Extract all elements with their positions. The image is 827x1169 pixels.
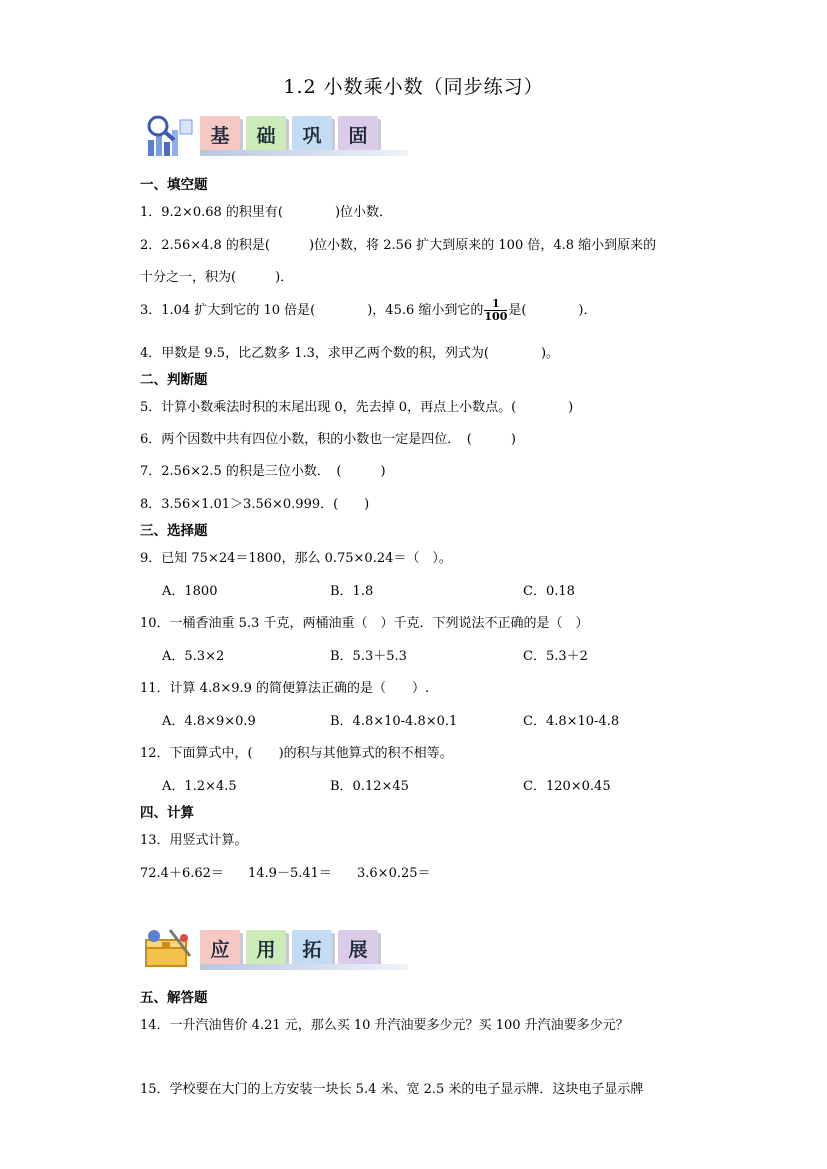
question-1: 1．9.2×0.68 的积里有( )位小数． bbox=[140, 205, 393, 220]
question-7: 7．2.56×2.5 的积是三位小数． ( ) bbox=[140, 464, 386, 479]
banner-underline bbox=[200, 964, 408, 970]
calculation-item: 72.4＋6.62＝ bbox=[140, 866, 224, 881]
question-9: 9．已知 75×24＝1800，那么 0.75×0.24＝（ ）。 bbox=[140, 551, 452, 566]
section-heading: 一、填空题 bbox=[140, 177, 208, 193]
option-b: B．5.3＋5.3 bbox=[330, 649, 407, 664]
option-b: B．1.8 bbox=[330, 584, 374, 599]
option-c: C．0.18 bbox=[523, 584, 575, 599]
question-11: 11．计算 4.8×9.9 的简便算法正确的是（ ）. bbox=[140, 681, 430, 696]
question-5: 5．计算小数乘法时积的末尾出现 0，先去掉 0，再点上小数点。( ) bbox=[140, 400, 574, 415]
fraction-numerator: 1 bbox=[484, 298, 507, 311]
option-c: C．4.8×10-4.8 bbox=[523, 714, 620, 729]
option-a: A．1800 bbox=[162, 584, 218, 599]
section-heading: 三、选择题 bbox=[140, 523, 208, 539]
question-4: 4．甲数是 9.5，比乙数多 1.3，求甲乙两个数的积，列式为( )。 bbox=[140, 346, 560, 361]
question-8: 8．3.56×1.01＞3.56×0.999．( ) bbox=[140, 497, 370, 512]
option-c: C．5.3＋2 bbox=[523, 649, 588, 664]
question-12: 12．下面算式中，( )的积与其他算式的积不相等。 bbox=[140, 746, 453, 761]
question-14: 14．一升汽油售价 4.21 元，那么买 10 升汽油要多少元？买 100 升汽油要多少元？ bbox=[140, 1018, 629, 1033]
question-2: 2．2.56×4.8 的积是( )位小数，将 2.56 扩大到原来的 100 倍，4.8 缩小到原来的 bbox=[140, 238, 657, 253]
question-10: 10．一桶香油重 5.3 千克，两桶油重（ ）千克．下列说法不正确的是（ ） bbox=[140, 616, 589, 631]
question-3-text: 3．1.04 扩大到它的 10 倍是( )，45.6 缩小到它的 bbox=[140, 303, 484, 318]
section-heading: 四、计算 bbox=[140, 805, 194, 821]
banner-tile: 用 bbox=[246, 930, 286, 966]
banner-tile: 巩 bbox=[292, 116, 332, 152]
banner-application-extension bbox=[140, 926, 410, 972]
option-b: B．0.12×45 bbox=[330, 779, 409, 794]
magnifier-chart-icon bbox=[140, 112, 196, 158]
calculation-item: 3.6×0.25＝ bbox=[357, 866, 431, 881]
section-heading: 二、判断题 bbox=[140, 372, 208, 388]
banner-tile: 基 bbox=[200, 116, 240, 152]
option-c: C．120×0.45 bbox=[523, 779, 611, 794]
banner-basic-consolidation bbox=[140, 112, 410, 158]
banner-tile: 拓 bbox=[292, 930, 332, 966]
page-title: 1.2 小数乘小数（同步练习） bbox=[283, 76, 544, 98]
banner-tile: 础 bbox=[246, 116, 286, 152]
banner-tile: 展 bbox=[338, 930, 378, 966]
fraction bbox=[484, 298, 507, 323]
question-3 bbox=[140, 298, 597, 323]
question-6: 6．两个因数中共有四位小数，积的小数也一定是四位． ( ) bbox=[140, 432, 516, 447]
option-a: A．4.8×9×0.9 bbox=[162, 714, 256, 729]
banner-tile: 应 bbox=[200, 930, 240, 966]
option-a: A．1.2×4.5 bbox=[162, 779, 237, 794]
banner-tile: 固 bbox=[338, 116, 378, 152]
option-b: B．4.8×10-4.8×0.1 bbox=[330, 714, 458, 729]
question-15: 15．学校要在大门的上方安装一块长 5.4 米、宽 2.5 米的电子显示牌．这块电子显示牌 bbox=[140, 1082, 644, 1097]
section-heading: 五、解答题 bbox=[140, 990, 208, 1006]
question-2-continued: 十分之一，积为( )． bbox=[140, 270, 294, 285]
calculation-item: 14.9－5.41＝ bbox=[248, 866, 332, 881]
banner-underline bbox=[200, 150, 408, 156]
question-3-tail: 是( )． bbox=[508, 303, 597, 318]
toolbox-icon bbox=[140, 926, 196, 972]
fraction-denominator: 100 bbox=[484, 310, 508, 323]
question-13: 13．用竖式计算。 bbox=[140, 833, 248, 848]
option-a: A．5.3×2 bbox=[162, 649, 225, 664]
